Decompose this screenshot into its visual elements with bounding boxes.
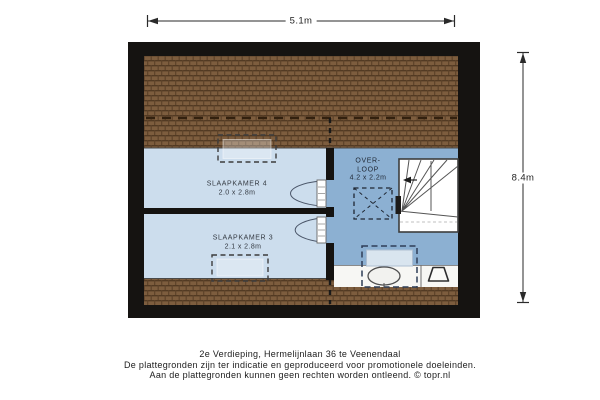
caption [0, 349, 600, 381]
room-label-overloop [350, 157, 387, 183]
wall-center [326, 148, 334, 280]
staircase-symbol [396, 159, 459, 232]
room-name: OVER- [355, 157, 381, 165]
room-label-slaapkamer3 [213, 235, 274, 252]
door-opening-slaapkamer3 [326, 217, 334, 243]
roof-area-top [144, 56, 458, 148]
arrow-right-icon [444, 18, 454, 24]
room-name: LOOP [357, 165, 379, 173]
room-size: 4.2 x 2.2m [349, 174, 387, 182]
toilet-symbol [429, 268, 449, 282]
skylight-slaapkamer4 [218, 135, 276, 162]
room-label-slaapkamer4 [207, 181, 268, 198]
arrow-down-icon [520, 292, 526, 302]
caption-disclaimer-1: De plattegronden zijn ter indicatie en geproduceerd voor promotionele doeleinden. [123, 359, 477, 370]
height-dimension-label: 8.4m [508, 173, 539, 184]
stair-newel-post [396, 196, 402, 214]
roof-area-bottom-left [144, 278, 334, 305]
roof-area-bottom-right [334, 287, 458, 305]
room-size: 2.1 x 2.8m [224, 243, 262, 250]
room-size: 2.0 x 2.8m [218, 189, 256, 196]
width-dimension-label: 5.1m [286, 16, 317, 27]
caption-disclaimer-2: Aan de plattegronden kunnen geen rechten worden ontleend. © topr.nl [149, 370, 451, 381]
wall-bedroom-divider [144, 208, 326, 214]
caption-title: 2e Verdieping, Hermelijnlaan 36 te Veenendaal [199, 349, 401, 359]
arrow-left-icon [148, 18, 158, 24]
door-opening-slaapkamer4 [326, 180, 334, 207]
arrow-up-icon [520, 53, 526, 63]
room-name: SLAAPKAMER 3 [212, 234, 274, 242]
room-name: SLAAPKAMER 4 [206, 180, 268, 188]
